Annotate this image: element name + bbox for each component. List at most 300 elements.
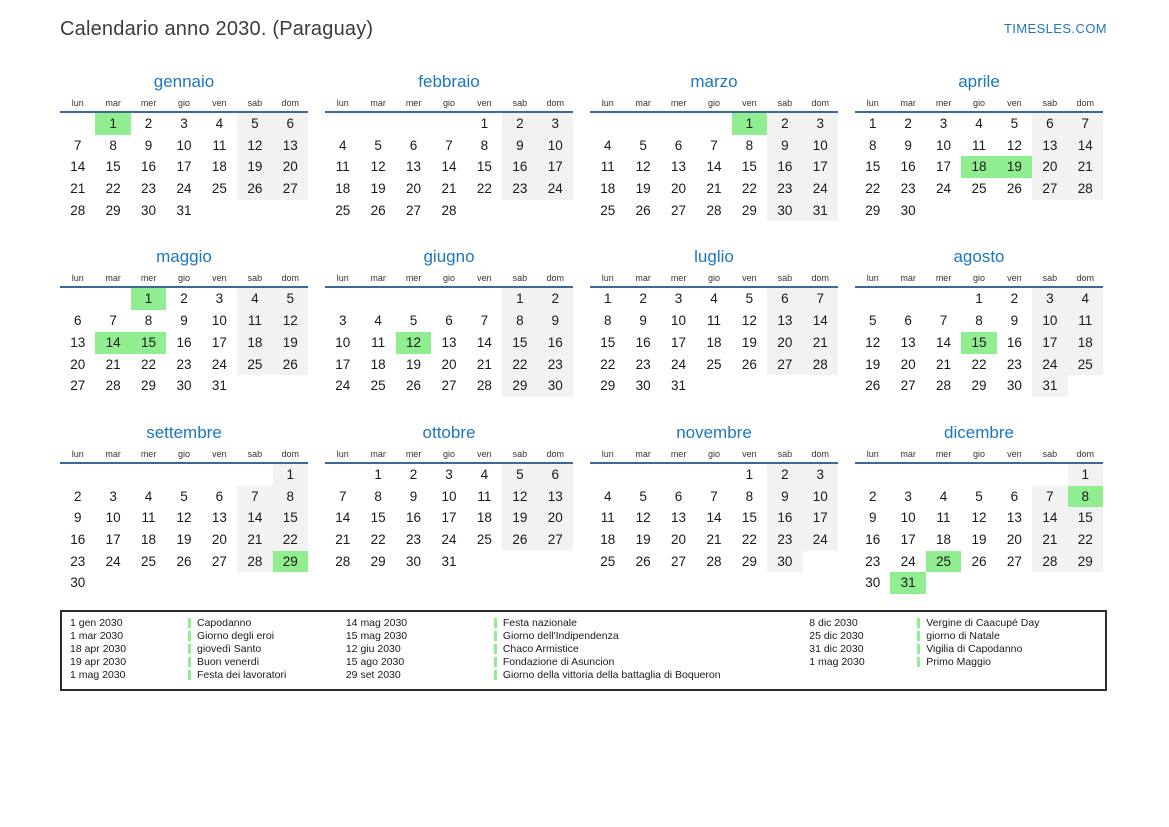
day-cell: 23 bbox=[141, 181, 157, 197]
day-cell: 24 bbox=[335, 378, 351, 394]
empty-cell bbox=[360, 288, 395, 310]
day-cell: 12 bbox=[1006, 137, 1022, 153]
day-cell: 3 bbox=[674, 291, 683, 307]
day-cell: 18 bbox=[706, 334, 722, 350]
month-aprile bbox=[855, 72, 1103, 221]
day-cell: 22 bbox=[741, 181, 757, 197]
legend-holiday-name: Capodanno bbox=[188, 617, 251, 630]
day-cell: 14 bbox=[706, 510, 722, 526]
day-cell: 25 bbox=[600, 553, 616, 569]
day-cell: 9 bbox=[868, 510, 877, 526]
weekday-label: gio bbox=[177, 273, 190, 284]
day-cell: 17 bbox=[936, 159, 952, 175]
day-grid bbox=[855, 464, 1103, 594]
day-cell: 16 bbox=[1006, 334, 1022, 350]
day-cell: 8 bbox=[374, 488, 382, 504]
day-cell: 7 bbox=[73, 137, 82, 153]
day-cell: 10 bbox=[1032, 310, 1067, 332]
day-cell: 19 bbox=[237, 156, 272, 178]
day-cell: 22 bbox=[476, 181, 492, 197]
legend-green-bar-icon bbox=[917, 657, 920, 667]
day-cell: 16 bbox=[70, 531, 86, 547]
day-cell: 6 bbox=[1010, 488, 1019, 504]
legend-holiday-name: Giorno dell'Indipendenza bbox=[494, 630, 619, 643]
day-cell: 4 bbox=[237, 288, 272, 310]
day-cell: 31 bbox=[176, 202, 192, 218]
day-cell: 20 bbox=[211, 531, 227, 547]
legend-row bbox=[346, 643, 809, 656]
weekday-label: sab bbox=[777, 448, 793, 459]
month-title: novembre bbox=[676, 422, 752, 442]
weekday-label: sab bbox=[1042, 273, 1058, 284]
day-cell: 5 bbox=[409, 313, 418, 329]
day-cell: 8 bbox=[1068, 486, 1103, 508]
month-title: ottobre bbox=[422, 422, 476, 442]
day-cell: 12 bbox=[865, 334, 881, 350]
topbar bbox=[60, 18, 1107, 48]
weekday-label: mar bbox=[900, 448, 916, 459]
weekday-label: sab bbox=[512, 98, 528, 108]
day-cell: 5 bbox=[1010, 116, 1019, 131]
day-cell: 21 bbox=[1032, 529, 1067, 551]
day-cell: 16 bbox=[502, 156, 537, 178]
empty-cell bbox=[431, 113, 466, 135]
day-cell: 22 bbox=[370, 531, 386, 547]
day-cell: 29 bbox=[865, 202, 881, 218]
day-cell: 24 bbox=[211, 356, 227, 372]
legend-column bbox=[346, 617, 809, 682]
day-cell: 11 bbox=[600, 510, 615, 526]
day-cell: 27 bbox=[273, 178, 308, 200]
weekday-label: gio bbox=[972, 98, 985, 108]
day-cell: 18 bbox=[335, 181, 351, 197]
day-cell: 14 bbox=[476, 334, 492, 350]
month-title: agosto bbox=[953, 247, 1005, 267]
day-cell: 3 bbox=[939, 116, 948, 131]
day-cell: 25 bbox=[335, 202, 351, 218]
day-cell: 18 bbox=[476, 510, 492, 526]
weekday-header bbox=[590, 449, 838, 464]
day-cell: 24 bbox=[803, 529, 838, 551]
weekday-label: mar bbox=[635, 98, 651, 108]
day-cell: 25 bbox=[476, 531, 492, 547]
day-cell: 9 bbox=[767, 486, 802, 508]
day-cell: 10 bbox=[441, 488, 457, 504]
day-cell: 20 bbox=[900, 356, 916, 372]
day-cell: 15 bbox=[370, 510, 386, 526]
day-cell: 23 bbox=[1006, 356, 1022, 372]
legend-date: 18 apr 2030 bbox=[70, 642, 127, 655]
day-cell: 25 bbox=[926, 551, 961, 573]
day-cell: 5 bbox=[745, 291, 754, 307]
day-cell: 7 bbox=[480, 313, 489, 329]
day-cell: 19 bbox=[635, 531, 651, 547]
day-cell: 12 bbox=[971, 510, 987, 526]
day-cell: 3 bbox=[445, 466, 453, 482]
day-cell: 3 bbox=[904, 488, 912, 504]
legend-row bbox=[346, 656, 809, 669]
day-cell: 4 bbox=[975, 116, 983, 131]
empty-cell bbox=[855, 288, 890, 310]
day-cell: 26 bbox=[502, 529, 537, 551]
day-cell: 3 bbox=[338, 313, 347, 329]
day-cell: 18 bbox=[961, 156, 996, 178]
day-cell: 14 bbox=[1032, 507, 1067, 529]
day-cell: 21 bbox=[237, 529, 272, 551]
day-cell: 31 bbox=[890, 572, 925, 594]
day-cell: 6 bbox=[73, 313, 82, 329]
day-cell: 23 bbox=[767, 178, 802, 200]
day-cell: 5 bbox=[180, 488, 188, 504]
day-cell: 9 bbox=[1010, 313, 1019, 329]
day-cell: 12 bbox=[370, 159, 386, 175]
day-cell: 29 bbox=[273, 551, 308, 573]
month-luglio bbox=[590, 247, 838, 396]
legend-row bbox=[346, 630, 809, 643]
day-cell: 21 bbox=[936, 356, 952, 372]
legend-green-bar-icon bbox=[494, 644, 497, 654]
day-cell: 19 bbox=[502, 507, 537, 529]
weekday-header bbox=[325, 449, 573, 464]
empty-cell bbox=[961, 464, 996, 486]
day-cell: 20 bbox=[1032, 156, 1067, 178]
day-cell: 30 bbox=[538, 375, 573, 397]
legend-green-bar-icon bbox=[494, 618, 497, 628]
day-cell: 13 bbox=[406, 159, 422, 175]
month-title: febbraio bbox=[418, 72, 480, 91]
day-grid bbox=[60, 288, 308, 396]
day-cell: 9 bbox=[73, 510, 82, 526]
empty-cell bbox=[467, 288, 502, 310]
weekday-label: sab bbox=[512, 273, 528, 284]
weekday-label: lun bbox=[601, 98, 614, 108]
day-cell: 21 bbox=[70, 181, 86, 197]
empty-cell bbox=[431, 288, 466, 310]
day-cell: 5 bbox=[237, 113, 272, 135]
day-cell: 2 bbox=[409, 466, 418, 482]
legend-date: 15 mag 2030 bbox=[345, 629, 408, 642]
day-cell: 6 bbox=[538, 464, 573, 486]
empty-cell bbox=[625, 113, 660, 135]
legend-row bbox=[70, 656, 346, 669]
day-cell: 15 bbox=[476, 159, 492, 175]
day-cell: 29 bbox=[971, 378, 987, 394]
legend-green-bar-icon bbox=[494, 657, 497, 667]
day-cell: 10 bbox=[211, 313, 227, 329]
month-settembre bbox=[60, 423, 308, 594]
legend-date: 31 dic 2030 bbox=[809, 642, 864, 655]
weekday-label: lun bbox=[866, 448, 879, 459]
day-cell: 24 bbox=[671, 356, 687, 372]
legend-green-bar-icon bbox=[188, 631, 191, 641]
weekday-label: sab bbox=[247, 273, 263, 284]
weekday-label: dom bbox=[546, 448, 565, 459]
day-cell: 25 bbox=[211, 181, 227, 197]
legend-row bbox=[809, 630, 1097, 643]
day-grid bbox=[60, 113, 308, 221]
weekday-label: mar bbox=[370, 98, 386, 108]
legend-date: 19 apr 2030 bbox=[70, 655, 127, 668]
weekday-label: lun bbox=[601, 273, 614, 284]
day-cell: 28 bbox=[105, 378, 121, 394]
day-cell: 26 bbox=[635, 202, 651, 218]
legend-holiday-name: Festa dei lavoratori bbox=[188, 669, 286, 682]
day-cell: 9 bbox=[502, 135, 537, 157]
weekday-label: gio bbox=[707, 448, 720, 459]
weekday-header bbox=[325, 273, 573, 288]
day-cell: 15 bbox=[105, 159, 121, 175]
weekday-label: gio bbox=[442, 273, 455, 284]
day-cell: 19 bbox=[971, 531, 987, 547]
day-cell: 26 bbox=[971, 553, 987, 569]
day-cell: 9 bbox=[904, 137, 912, 153]
day-cell: 27 bbox=[538, 529, 573, 551]
day-cell: 11 bbox=[600, 159, 615, 175]
day-cell: 12 bbox=[635, 159, 651, 175]
day-cell: 10 bbox=[176, 137, 192, 153]
day-cell: 8 bbox=[745, 488, 754, 504]
day-cell: 19 bbox=[176, 531, 192, 547]
day-cell: 7 bbox=[338, 488, 347, 504]
weekday-label: mer bbox=[935, 273, 952, 284]
day-cell: 1 bbox=[975, 291, 983, 307]
day-cell: 29 bbox=[141, 378, 157, 394]
day-cell: 14 bbox=[441, 159, 457, 175]
day-cell: 21 bbox=[105, 356, 121, 372]
weekday-label: mer bbox=[405, 273, 422, 284]
weekday-label: dom bbox=[281, 273, 300, 284]
day-cell: 15 bbox=[961, 332, 996, 354]
day-cell: 18 bbox=[370, 356, 386, 372]
day-cell: 15 bbox=[741, 159, 757, 175]
weekday-label: ven bbox=[212, 98, 227, 108]
day-cell: 21 bbox=[335, 531, 351, 547]
day-grid bbox=[325, 113, 573, 221]
day-cell: 7 bbox=[939, 313, 948, 329]
day-cell: 9 bbox=[639, 313, 647, 329]
day-cell: 7 bbox=[237, 486, 272, 508]
empty-cell bbox=[696, 464, 731, 486]
months-grid bbox=[60, 72, 1107, 594]
day-cell: 13 bbox=[671, 510, 687, 526]
day-cell: 9 bbox=[144, 137, 153, 153]
day-cell: 8 bbox=[975, 313, 983, 329]
day-cell: 5 bbox=[975, 488, 983, 504]
day-cell: 25 bbox=[1068, 354, 1103, 376]
day-grid bbox=[855, 113, 1103, 221]
day-cell: 1 bbox=[131, 288, 166, 310]
weekday-label: dom bbox=[811, 273, 830, 284]
day-cell: 10 bbox=[538, 135, 573, 157]
weekday-label: mar bbox=[635, 448, 651, 459]
legend-date: 25 dic 2030 bbox=[809, 629, 864, 642]
legend-green-bar-icon bbox=[917, 644, 920, 654]
day-cell: 5 bbox=[639, 488, 647, 504]
site-link[interactable]: TIMESLES.COM bbox=[1003, 21, 1107, 36]
day-cell: 7 bbox=[1032, 486, 1067, 508]
weekday-label: mer bbox=[405, 448, 422, 459]
day-cell: 14 bbox=[237, 507, 272, 529]
legend-date: 15 ago 2030 bbox=[345, 655, 405, 668]
day-cell: 17 bbox=[671, 334, 687, 350]
day-cell: 26 bbox=[370, 202, 386, 218]
day-cell: 23 bbox=[865, 553, 881, 569]
day-cell: 23 bbox=[70, 553, 86, 569]
day-cell: 19 bbox=[273, 332, 308, 354]
day-cell: 25 bbox=[706, 356, 722, 372]
day-cell: 22 bbox=[502, 354, 537, 376]
day-cell: 1 bbox=[745, 466, 754, 482]
weekday-label: lun bbox=[866, 273, 879, 284]
weekday-header bbox=[855, 449, 1103, 464]
day-cell: 13 bbox=[441, 334, 457, 350]
day-cell: 27 bbox=[441, 378, 457, 394]
empty-cell bbox=[625, 464, 660, 486]
weekday-label: lun bbox=[601, 448, 614, 459]
day-cell: 10 bbox=[900, 510, 916, 526]
day-cell: 14 bbox=[335, 510, 351, 526]
legend-column bbox=[809, 617, 1097, 682]
empty-cell bbox=[590, 113, 625, 135]
day-cell: 14 bbox=[1068, 135, 1103, 157]
day-cell: 4 bbox=[144, 488, 153, 504]
weekday-label: ven bbox=[212, 273, 227, 284]
day-cell: 9 bbox=[538, 310, 573, 332]
weekday-label: mar bbox=[105, 448, 121, 459]
weekday-label: mar bbox=[900, 98, 916, 108]
day-cell: 7 bbox=[710, 137, 718, 153]
weekday-header bbox=[855, 273, 1103, 288]
day-cell: 13 bbox=[538, 486, 573, 508]
day-cell: 14 bbox=[936, 334, 952, 350]
day-cell: 4 bbox=[338, 137, 347, 153]
day-cell: 20 bbox=[273, 156, 308, 178]
day-cell: 3 bbox=[538, 113, 573, 135]
legend-green-bar-icon bbox=[188, 657, 191, 667]
day-cell: 30 bbox=[900, 202, 916, 218]
day-cell: 10 bbox=[936, 137, 952, 153]
weekday-label: mer bbox=[140, 273, 157, 284]
day-cell: 18 bbox=[211, 159, 227, 175]
day-cell: 20 bbox=[441, 356, 457, 372]
empty-cell bbox=[325, 113, 360, 135]
weekday-header bbox=[590, 273, 838, 288]
day-cell: 5 bbox=[639, 137, 647, 153]
day-cell: 6 bbox=[409, 137, 418, 153]
day-cell: 6 bbox=[674, 137, 683, 153]
day-cell: 15 bbox=[865, 159, 881, 175]
day-cell: 30 bbox=[767, 551, 802, 573]
month-febbraio bbox=[325, 72, 573, 221]
day-cell: 29 bbox=[370, 553, 386, 569]
day-cell: 15 bbox=[1068, 507, 1103, 529]
day-cell: 18 bbox=[1068, 332, 1103, 354]
day-cell: 12 bbox=[396, 332, 431, 354]
day-cell: 19 bbox=[997, 156, 1032, 178]
day-cell: 4 bbox=[603, 137, 612, 153]
day-cell: 11 bbox=[706, 313, 721, 329]
day-cell: 23 bbox=[767, 529, 802, 551]
empty-cell bbox=[590, 464, 625, 486]
day-cell: 26 bbox=[1006, 181, 1022, 197]
weekday-label: dom bbox=[1076, 273, 1095, 284]
day-cell: 23 bbox=[900, 181, 916, 197]
day-cell: 21 bbox=[441, 181, 457, 197]
month-title: settembre bbox=[146, 422, 222, 442]
day-cell: 22 bbox=[105, 181, 121, 197]
weekday-label: lun bbox=[866, 98, 879, 108]
day-cell: 16 bbox=[538, 332, 573, 354]
day-cell: 23 bbox=[406, 531, 422, 547]
day-cell: 25 bbox=[971, 181, 987, 197]
weekday-label: mar bbox=[105, 273, 121, 284]
day-cell: 30 bbox=[865, 575, 881, 591]
day-cell: 16 bbox=[406, 510, 422, 526]
day-cell: 28 bbox=[70, 202, 86, 218]
day-cell: 16 bbox=[865, 531, 881, 547]
weekday-label: sab bbox=[777, 273, 793, 284]
day-cell: 5 bbox=[273, 288, 308, 310]
day-cell: 25 bbox=[600, 202, 616, 218]
weekday-label: lun bbox=[71, 448, 84, 459]
weekday-label: ven bbox=[1007, 98, 1022, 108]
empty-cell bbox=[95, 464, 130, 486]
day-cell: 5 bbox=[502, 464, 537, 486]
legend-green-bar-icon bbox=[917, 631, 920, 641]
legend-green-bar-icon bbox=[188, 670, 191, 680]
weekday-label: gio bbox=[707, 273, 720, 284]
month-title: luglio bbox=[694, 247, 734, 267]
day-cell: 20 bbox=[1006, 531, 1022, 547]
day-cell: 16 bbox=[141, 159, 157, 175]
day-cell: 17 bbox=[1032, 332, 1067, 354]
weekday-label: mer bbox=[405, 98, 422, 108]
day-cell: 28 bbox=[706, 553, 722, 569]
day-cell: 8 bbox=[273, 486, 308, 508]
month-title: aprile bbox=[958, 72, 1000, 91]
day-cell: 2 bbox=[868, 488, 877, 504]
weekday-label: dom bbox=[811, 98, 830, 108]
weekday-label: gio bbox=[972, 273, 985, 284]
weekday-label: mar bbox=[370, 273, 386, 284]
weekday-header bbox=[60, 273, 308, 288]
day-cell: 3 bbox=[803, 113, 838, 135]
day-cell: 20 bbox=[70, 356, 86, 372]
day-cell: 25 bbox=[141, 553, 157, 569]
day-cell: 24 bbox=[441, 531, 457, 547]
day-cell: 11 bbox=[936, 510, 951, 526]
day-cell: 13 bbox=[900, 334, 916, 350]
weekday-label: mer bbox=[670, 448, 687, 459]
legend-holiday-name: giovedì Santo bbox=[188, 643, 261, 656]
day-cell: 2 bbox=[144, 116, 153, 131]
day-cell: 3 bbox=[215, 291, 224, 307]
day-cell: 2 bbox=[1010, 291, 1019, 307]
day-cell: 27 bbox=[900, 378, 916, 394]
legend-green-bar-icon bbox=[188, 644, 191, 654]
day-cell: 17 bbox=[900, 531, 916, 547]
day-cell: 12 bbox=[741, 313, 757, 329]
day-cell: 11 bbox=[237, 310, 272, 332]
day-cell: 9 bbox=[767, 135, 802, 157]
day-cell: 8 bbox=[745, 137, 754, 153]
legend-row bbox=[70, 643, 346, 656]
legend-date: 14 mag 2030 bbox=[345, 617, 408, 629]
weekday-label: mer bbox=[670, 273, 687, 284]
weekday-label: mer bbox=[935, 98, 952, 108]
day-grid bbox=[590, 288, 838, 396]
day-cell: 1 bbox=[603, 291, 612, 307]
